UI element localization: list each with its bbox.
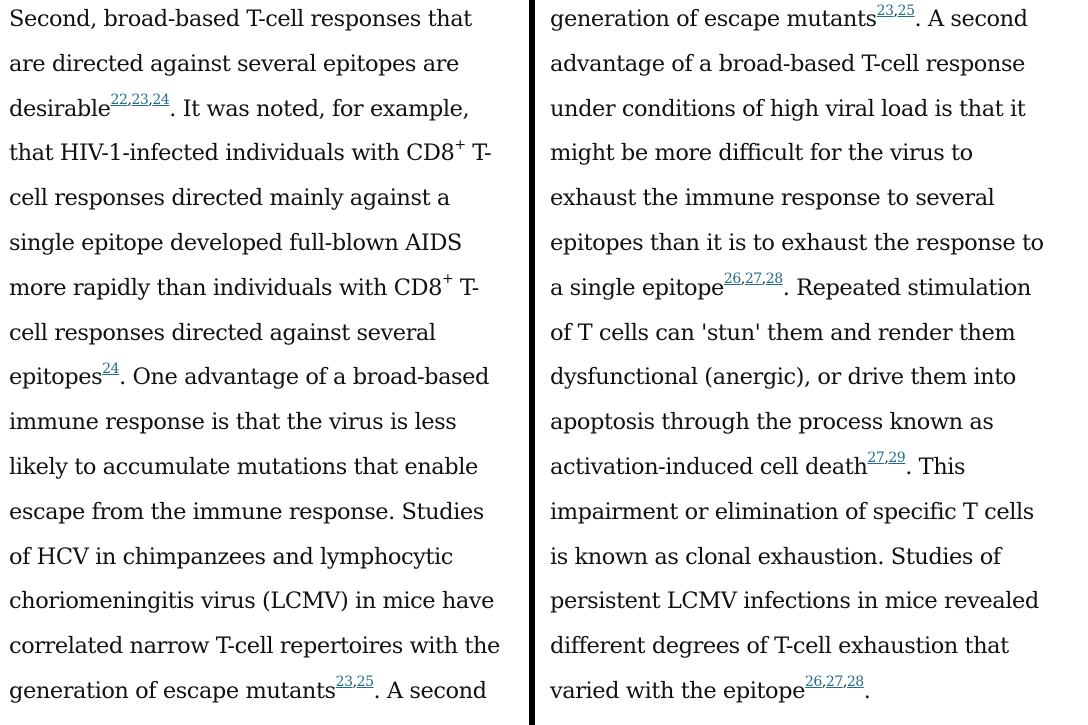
citation-separator: ,	[740, 271, 745, 288]
text-line	[9, 400, 528, 445]
line-text: different degrees of T-cell exhaustion that	[550, 633, 1009, 660]
citation-separator: ,	[893, 2, 898, 19]
line-text: advantage of a broad-based T-cell response	[550, 50, 1025, 77]
citation-link[interactable]: 27	[744, 271, 762, 288]
column-divider	[529, 0, 535, 725]
line-text: a single epitope	[550, 274, 724, 301]
text-line	[550, 42, 1088, 87]
line-text: . One advantage of a broad-based	[119, 364, 489, 391]
text-line	[550, 445, 1088, 490]
citation-sup	[745, 271, 762, 287]
text-line	[550, 490, 1088, 535]
line-text: T-	[453, 274, 479, 301]
line-text: more rapidly than individuals with CD8	[9, 274, 442, 301]
line-text: of HCV in chimpanzees and lymphocytic	[9, 543, 453, 570]
line-text: . Repeated stimulation	[782, 274, 1031, 301]
line-text: generation of escape mutants	[550, 6, 877, 32]
line-text: apoptosis through the process known as	[550, 409, 994, 436]
citation-link[interactable]: 25	[897, 2, 915, 19]
line-text: dysfunctional (anergic), or drive them into	[550, 364, 1016, 391]
line-text: is known as clonal exhaustion. Studies of	[550, 543, 1001, 570]
line-text: varied with the epitope	[550, 677, 805, 704]
line-text: under conditions of high viral load is that it	[550, 95, 1026, 122]
citation-sup	[724, 271, 741, 287]
text-line	[9, 176, 528, 221]
text-line	[550, 221, 1088, 266]
citation-separator: ,	[821, 674, 826, 691]
line-text: . This	[905, 453, 966, 480]
line-text: .	[863, 677, 871, 704]
text-line	[9, 131, 528, 176]
right-text-column	[536, 0, 1088, 725]
text-line	[550, 669, 1088, 714]
citation-sup	[766, 271, 783, 287]
line-text: likely to accumulate mutations that enable	[9, 453, 478, 480]
line-text: impairment or elimination of specific T cells	[550, 498, 1034, 525]
line-text: single epitope developed full-blown AIDS	[9, 229, 462, 256]
text-line	[550, 624, 1088, 669]
line-text: epitopes	[9, 364, 103, 391]
text-line	[9, 87, 528, 132]
citation-sup	[888, 450, 905, 466]
citation-link[interactable]: 28	[765, 271, 783, 288]
line-text: escape from the immune response. Studies	[9, 498, 484, 525]
citation-sup	[336, 674, 353, 690]
text-line	[550, 400, 1088, 445]
citation-link[interactable]: 24	[102, 360, 120, 377]
text-line	[9, 535, 528, 580]
citation-link[interactable]: 27	[867, 450, 885, 467]
line-text: might be more difficult for the virus to	[550, 140, 973, 167]
line-text: immune response is that the virus is less	[9, 409, 457, 436]
citation-link[interactable]: 23	[131, 92, 149, 109]
text-line	[9, 42, 528, 87]
citation-link[interactable]: 22	[110, 92, 128, 109]
left-text-column	[0, 0, 528, 725]
text-line	[550, 579, 1088, 624]
citation-sup	[805, 674, 822, 690]
citation-link[interactable]: 24	[152, 92, 170, 109]
line-text: cell responses directed against several	[9, 319, 436, 346]
text-line	[9, 445, 528, 490]
text-line	[9, 0, 528, 42]
citation-link[interactable]: 23	[876, 2, 894, 19]
citation-sup	[826, 674, 843, 690]
line-text: that HIV-1-infected individuals with CD8	[9, 140, 455, 167]
citation-link[interactable]: 26	[723, 271, 741, 288]
superscript: +	[441, 271, 454, 288]
line-text: exhaust the immune response to several	[550, 185, 995, 212]
text-line	[9, 490, 528, 535]
citation-separator: ,	[761, 271, 766, 288]
citation-sup	[102, 361, 119, 377]
citation-link[interactable]: 28	[846, 674, 864, 691]
text-line	[9, 669, 528, 714]
citation-sup	[131, 92, 148, 108]
citation-sup	[847, 674, 864, 690]
text-line	[550, 87, 1088, 132]
line-text: correlated narrow T-cell repertoires with the	[9, 633, 500, 660]
citation-separator: ,	[884, 450, 889, 467]
citation-separator: ,	[842, 674, 847, 691]
text-line	[550, 311, 1088, 356]
line-text: . A second	[914, 6, 1028, 32]
line-text: epitopes than it is to exhaust the response to	[550, 229, 1044, 256]
text-line	[9, 624, 528, 669]
citation-sup	[111, 92, 128, 108]
citation-sup	[867, 450, 884, 466]
citation-sup	[152, 92, 169, 108]
citation-sup	[877, 3, 894, 19]
citation-separator: ,	[148, 92, 153, 109]
citation-link[interactable]: 23	[335, 674, 353, 691]
text-line	[550, 0, 1088, 42]
line-text: . A second	[373, 677, 487, 704]
text-line	[550, 176, 1088, 221]
citation-sup	[357, 674, 374, 690]
line-text: . It was noted, for example,	[169, 95, 470, 122]
line-text: generation of escape mutants	[9, 677, 336, 704]
citation-link[interactable]: 26	[804, 674, 822, 691]
text-line	[9, 355, 528, 400]
line-text: choriomeningitis virus (LCMV) in mice have	[9, 588, 494, 615]
text-line	[550, 266, 1088, 311]
text-line	[9, 579, 528, 624]
citation-link[interactable]: 27	[825, 674, 843, 691]
line-text: of T cells can 'stun' them and render them	[550, 319, 1016, 346]
line-text: persistent LCMV infections in mice revealed	[550, 588, 1039, 615]
line-text: cell responses directed mainly against a	[9, 185, 450, 212]
text-line	[550, 355, 1088, 400]
line-text: desirable	[9, 95, 111, 122]
citation-sup	[898, 3, 915, 19]
citation-link[interactable]: 25	[356, 674, 374, 691]
line-text: are directed against several epitopes are	[9, 50, 459, 77]
text-line	[9, 221, 528, 266]
text-line	[550, 535, 1088, 580]
citation-separator: ,	[352, 674, 357, 691]
text-line	[550, 131, 1088, 176]
text-line	[9, 311, 528, 356]
text-line	[9, 266, 528, 311]
line-text: activation-induced cell death	[550, 453, 868, 480]
citation-link[interactable]: 29	[888, 450, 906, 467]
line-text: Second, broad-based T-cell responses that	[9, 6, 472, 32]
superscript: +	[454, 136, 466, 153]
citation-separator: ,	[127, 92, 132, 109]
line-text: T-	[465, 140, 492, 167]
